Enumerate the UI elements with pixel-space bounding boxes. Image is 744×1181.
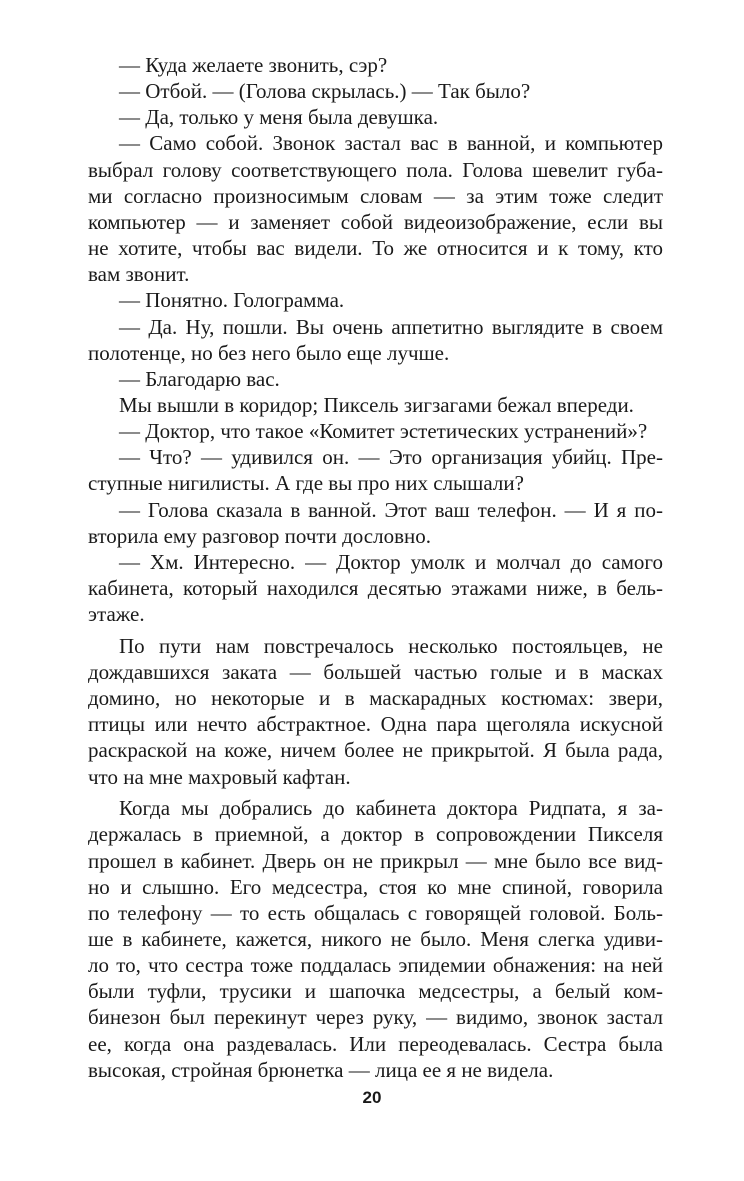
text-line: прошел в кабинет. Дверь он не прикрыл — мне было все вид- <box>88 848 663 873</box>
text-line: — Благодарю вас. <box>119 366 280 391</box>
text-line: держалась в приемной, а доктор в сопровождении Пикселя <box>88 822 663 847</box>
text-line: ло то, что сестра тоже поддалась эпидемии обнажения: на ней <box>88 953 663 978</box>
text-line: вторила ему разговор почти дословно. <box>88 523 432 548</box>
text-line: но и слышно. Его медсестра, стоя ко мне спиной, говорила <box>88 874 663 899</box>
text-line: раскраской на коже, ничем более не прикрытой. Я была рада, <box>88 738 663 763</box>
text-line: не хотите, чтобы вас видели. То же относится и к тому, кто <box>88 236 663 260</box>
text-line: ми согласно произносимым словам — за этим тоже следит <box>88 183 663 208</box>
text-line: птицы или нечто абстрактное. Одна пара щеголяла искусной <box>88 712 663 737</box>
page-number: 20 <box>362 1088 382 1107</box>
text-line: По пути нам повстречалось несколько постояльцев, не <box>119 633 663 658</box>
text-line: ступные нигилисты. А где вы про них слышали? <box>88 471 524 496</box>
text-line: компьютер — и заменяет собой видеоизображение, если вы <box>88 209 663 234</box>
text-line: кабинета, который находился десятью этажами ниже, в бель- <box>88 576 663 600</box>
text-line: бинезон был перекинут через руку, — видимо, звонок застал <box>88 1005 663 1030</box>
text-line: ше в кабинете, кажется, никого не было. Меня слегка удиви- <box>88 926 663 951</box>
text-line: полотенце, но без него было еще лучше. <box>88 340 450 365</box>
text-line: вам звонит. <box>88 262 190 287</box>
text-line: — Доктор, что такое «Комитет эстетических устранений»? <box>119 419 648 444</box>
text-line: — Само собой. Звонок застал вас в ванной, и компьютер <box>119 131 663 156</box>
text-line: — Да. Ну, пошли. Вы очень аппетитно выглядите в своем <box>119 314 663 339</box>
text-line: — Хм. Интересно. — Доктор умолк и молчал до самого <box>119 549 663 574</box>
text-line: что на мне махровый кафтан. <box>88 764 351 789</box>
text-line: — Понятно. Голограмма. <box>119 288 345 313</box>
text-line: дождавшихся заката — большей частью голые и в масках <box>88 659 663 684</box>
text-line: — Отбой. — (Голова скрылась.) — Так было? <box>119 79 531 104</box>
text-line: домино, но некоторые и в маскарадных костюмах: звери, <box>88 686 663 711</box>
text-line: были туфли, трусики и шапочка медсестры, а белый ком- <box>88 979 663 1004</box>
text-line: высокая, стройная брюнетка — лица ее я не видела. <box>88 1057 554 1082</box>
text-line: — Голова сказала в ванной. Этот ваш телефон. — И я по- <box>119 497 663 522</box>
text-line: Мы вышли в коридор; Пиксель зигзагами бежал впереди. <box>119 392 634 417</box>
text-line: по телефону — то есть общалась с говорящей головой. Боль- <box>88 900 663 925</box>
text-line: ее, когда она раздевалась. Или переодевалась. Сестра была <box>88 1031 663 1056</box>
text-line: этаже. <box>88 602 145 627</box>
text-line: — Да, только у меня была девушка. <box>119 105 439 130</box>
text-line: выбрал голову соответствующего пола. Голова шевелит губа- <box>88 157 663 182</box>
text-line: Когда мы добрались до кабинета доктора Ридпата, я за- <box>119 796 663 821</box>
text-line: — Что? — удивился он. — Это организация убийц. Пре- <box>119 445 663 470</box>
text-line: — Куда желаете звонить, сэр? <box>119 53 388 77</box>
